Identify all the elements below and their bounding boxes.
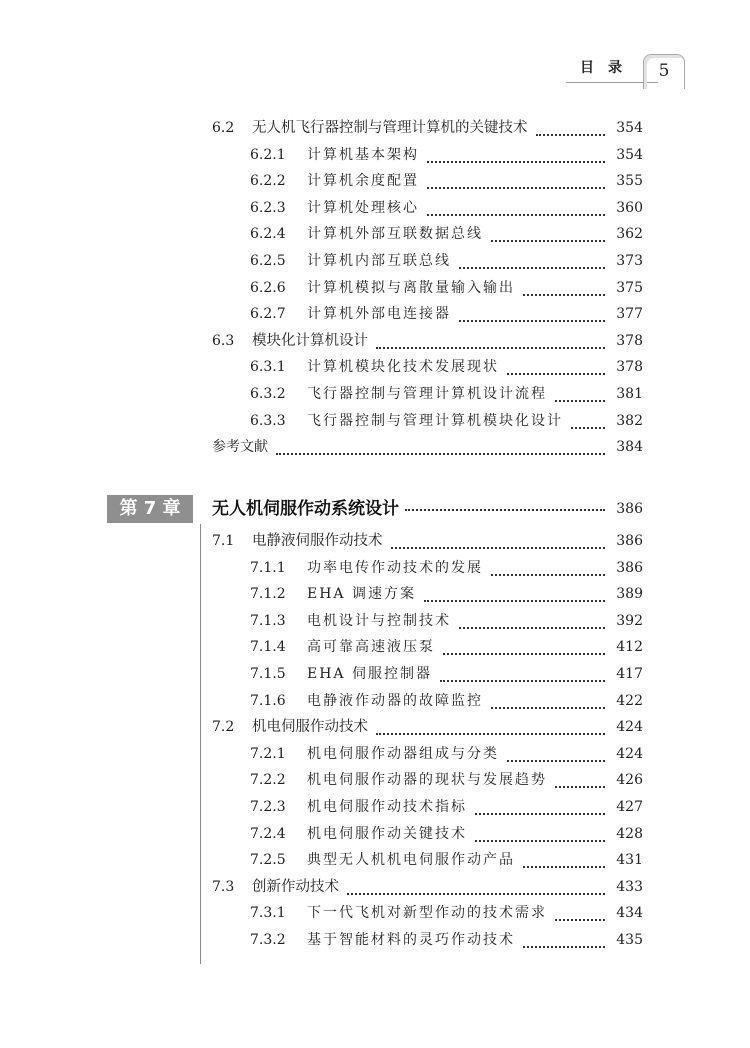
header-title: 目录 xyxy=(580,60,636,76)
toc-entry-number: 6.2 xyxy=(212,120,235,136)
toc-entry-title: 机电伺服作动技术指标 xyxy=(307,799,467,815)
toc-entry[interactable] xyxy=(0,743,750,765)
toc-entry-number: 7.1 xyxy=(212,533,235,549)
toc-entry-title: 典型无人机机电伺服作动产品 xyxy=(307,852,515,869)
toc-entry-number: 7.3.1 xyxy=(250,905,286,922)
toc-leader-dots xyxy=(571,415,605,429)
toc-entry[interactable] xyxy=(0,410,750,432)
running-header xyxy=(566,52,686,86)
toc-leader-dots xyxy=(459,308,605,322)
toc-entry[interactable] xyxy=(0,117,750,139)
toc-entry-number: 7.1.1 xyxy=(250,559,286,576)
toc-leader-dots xyxy=(276,441,605,455)
toc-leader-dots xyxy=(507,748,605,762)
toc-entry-title: 计算机处理核心 xyxy=(307,199,419,216)
toc-entry-page: 431 xyxy=(616,852,643,869)
toc-entry-title: 飞行器控制与管理计算机设计流程 xyxy=(307,386,547,402)
toc-entry[interactable] xyxy=(0,769,750,791)
toc-entry-page: 360 xyxy=(616,199,643,216)
toc-entry-title: 飞行器控制与管理计算机模块化设计 xyxy=(307,412,563,429)
chapter-badge: 第 7 章 xyxy=(107,495,193,523)
toc-entry-number: 6.2.1 xyxy=(250,146,286,163)
toc-entry-number: 7.1.5 xyxy=(250,666,286,682)
toc-leader-dots xyxy=(427,149,605,163)
toc-entry-number: 7.1.6 xyxy=(250,692,286,709)
toc-entry-number: 6.3.3 xyxy=(250,412,286,429)
toc-entry-page: 422 xyxy=(616,692,643,709)
toc-leader-dots xyxy=(427,202,605,216)
toc-entry-page: 386 xyxy=(616,533,643,549)
toc-leader-dots xyxy=(523,934,605,948)
toc-entry-page: 433 xyxy=(616,878,643,895)
toc-leader-dots xyxy=(443,641,605,655)
toc-leader-dots xyxy=(507,361,605,375)
toc-leader-dots xyxy=(491,562,605,576)
toc-entry-number: 6.3.2 xyxy=(250,386,286,402)
toc-entry-title: 功率电传作动技术的发展 xyxy=(307,559,483,576)
toc-leader-dots xyxy=(459,255,605,269)
toc-entry-number: 6.2.7 xyxy=(250,306,286,323)
toc-entry-page: 355 xyxy=(616,173,643,190)
toc-entry[interactable] xyxy=(0,170,750,192)
toc-entry-title: 机电伺服作动技术 xyxy=(252,719,368,736)
chapter-heading[interactable] xyxy=(0,492,750,524)
toc-entry-number: 6.2.5 xyxy=(250,253,286,269)
toc-leader-dots xyxy=(523,854,605,868)
toc-leader-dots xyxy=(555,774,605,788)
toc-entry-page: 375 xyxy=(616,279,643,296)
toc-entry-number: 6.2.6 xyxy=(250,279,286,296)
toc-entry-page: 426 xyxy=(616,772,643,789)
toc-entry-page: 424 xyxy=(616,745,643,762)
toc-leader-dots xyxy=(427,175,605,189)
toc-entry[interactable] xyxy=(0,250,750,272)
toc-entry-page: 377 xyxy=(616,306,643,323)
toc-leader-dots xyxy=(376,335,605,349)
toc-entry-number: 6.2.3 xyxy=(250,199,286,216)
toc-entry-page: 378 xyxy=(616,332,643,349)
toc-leader-dots xyxy=(555,388,605,402)
toc-entry-title: 计算机模块化技术发展现状 xyxy=(307,359,499,376)
toc-entry-page: 384 xyxy=(616,439,643,456)
toc-entry-number: 7.2.5 xyxy=(250,852,286,869)
toc-entry-page: 392 xyxy=(616,612,643,629)
toc-entry[interactable] xyxy=(0,197,750,219)
toc-leader-dots xyxy=(523,282,605,296)
toc-entry-page: 382 xyxy=(616,412,643,429)
toc-entry-title: 基于智能材料的灵巧作动技术 xyxy=(307,932,515,948)
toc-entry-title: 参考文献 xyxy=(212,439,268,456)
toc-entry-title: 计算机余度配置 xyxy=(307,173,419,190)
toc-entry[interactable] xyxy=(0,849,750,871)
toc-entry-page: 389 xyxy=(616,586,643,603)
toc-entry-page: 424 xyxy=(616,719,643,736)
toc-entry-page: 435 xyxy=(616,932,643,948)
toc-entry-page: 373 xyxy=(616,253,643,269)
toc-entry-number: 6.3 xyxy=(212,332,235,349)
toc-entry-number: 6.2.2 xyxy=(250,173,286,190)
toc-entry-number: 7.2.1 xyxy=(250,745,286,762)
toc-leader-dots xyxy=(555,907,605,921)
toc-entry-title: 计算机基本架构 xyxy=(307,146,419,163)
toc-entry-title: 无人机飞行器控制与管理计算机的关键技术 xyxy=(252,120,528,136)
toc-entry[interactable] xyxy=(0,330,750,352)
toc-entry[interactable] xyxy=(0,610,750,632)
toc-entry-title: 电静液伺服作动技术 xyxy=(252,533,383,549)
toc-entry-title: 下一代飞机对新型作动的技术需求 xyxy=(307,905,547,922)
toc-entry[interactable] xyxy=(0,902,750,924)
chapter-title: 无人机伺服作动系统设计 xyxy=(212,499,399,519)
toc-leader-dots xyxy=(475,801,605,815)
toc-entry[interactable] xyxy=(0,277,750,299)
toc-entry[interactable] xyxy=(0,876,750,898)
toc-entry-page: 354 xyxy=(616,120,643,136)
toc-entry-number: 6.3.1 xyxy=(250,359,286,376)
toc-entry-number: 7.1.2 xyxy=(250,586,286,603)
toc-entry-title: 模块化计算机设计 xyxy=(252,332,368,349)
toc-leader-dots xyxy=(536,122,605,136)
toc-entry-page: 378 xyxy=(616,359,643,376)
toc-entry-title: 机电伺服作动器的现状与发展趋势 xyxy=(307,772,547,789)
toc-entry[interactable] xyxy=(0,823,750,845)
toc-entry[interactable] xyxy=(0,796,750,818)
toc-entry[interactable] xyxy=(0,303,750,325)
toc-leader-dots xyxy=(347,881,605,895)
toc-entry-number: 7.2 xyxy=(212,719,235,736)
toc-leader-dots xyxy=(459,615,605,629)
toc-entry-number: 7.3.2 xyxy=(250,932,286,948)
toc-entry-title: 计算机模拟与离散量输入输出 xyxy=(307,279,515,296)
toc-leader-dots xyxy=(376,721,605,735)
toc-entry-title: 计算机内部互联总线 xyxy=(307,253,451,269)
chapter-leader-dots xyxy=(405,507,605,511)
toc-entry-page: 427 xyxy=(616,799,643,815)
toc-entry[interactable] xyxy=(0,663,750,685)
toc-entry-title: EHA 伺服控制器 xyxy=(307,666,432,682)
toc-entry[interactable] xyxy=(0,636,750,658)
toc-entry-title: 电机设计与控制技术 xyxy=(307,612,451,629)
toc-entry-number: 6.2.4 xyxy=(250,226,286,243)
toc-entry-title: EHA 调速方案 xyxy=(307,586,416,603)
toc-entry[interactable] xyxy=(0,436,750,458)
toc-entry[interactable] xyxy=(0,223,750,245)
toc-entry-page: 417 xyxy=(616,666,643,682)
toc-entry-title: 电静液作动器的故障监控 xyxy=(307,692,483,709)
toc-leader-dots xyxy=(391,535,605,549)
toc-leader-dots xyxy=(491,228,605,242)
toc-entry[interactable] xyxy=(0,557,750,579)
toc-entry[interactable] xyxy=(0,144,750,166)
toc-leader-dots xyxy=(424,588,605,602)
toc-entry-title: 机电伺服作动器组成与分类 xyxy=(307,745,499,762)
toc-entry-number: 7.1.4 xyxy=(250,639,286,656)
toc-entry-page: 428 xyxy=(616,825,643,842)
page-number-tab xyxy=(643,54,685,89)
toc-entry[interactable] xyxy=(0,690,750,712)
toc-leader-dots xyxy=(440,668,605,682)
toc-entry-page: 412 xyxy=(616,639,643,656)
toc-entry-page: 362 xyxy=(616,226,643,243)
toc-leader-dots xyxy=(491,695,605,709)
toc-entry-page: 386 xyxy=(616,559,643,576)
toc-leader-dots xyxy=(475,828,605,842)
toc-entry-number: 7.2.4 xyxy=(250,825,286,842)
toc-entry-title: 高可靠高速液压泵 xyxy=(307,639,435,656)
toc-entry-title: 创新作动技术 xyxy=(252,878,339,895)
page-number: 5 xyxy=(658,61,670,81)
toc-entry[interactable] xyxy=(0,929,750,951)
toc-entry[interactable] xyxy=(0,530,750,552)
toc-entry-title: 计算机外部电连接器 xyxy=(307,306,451,323)
toc-entry[interactable] xyxy=(0,356,750,378)
toc-entry-page: 354 xyxy=(616,146,643,163)
chapter-page: 386 xyxy=(616,501,643,517)
toc-entry[interactable] xyxy=(0,383,750,405)
toc-entry[interactable] xyxy=(0,583,750,605)
toc-entry-page: 381 xyxy=(616,386,643,402)
toc-entry[interactable] xyxy=(0,716,750,738)
toc-entry-number: 7.2.3 xyxy=(250,799,286,815)
toc-entry-number: 7.2.2 xyxy=(250,772,286,789)
toc-entry-title: 机电伺服作动关键技术 xyxy=(307,825,467,842)
toc-entry-number: 7.3 xyxy=(212,878,235,895)
toc-entry-page: 434 xyxy=(616,905,643,922)
toc-entry-title: 计算机外部互联数据总线 xyxy=(307,226,483,243)
toc-entry-number: 7.1.3 xyxy=(250,612,286,629)
